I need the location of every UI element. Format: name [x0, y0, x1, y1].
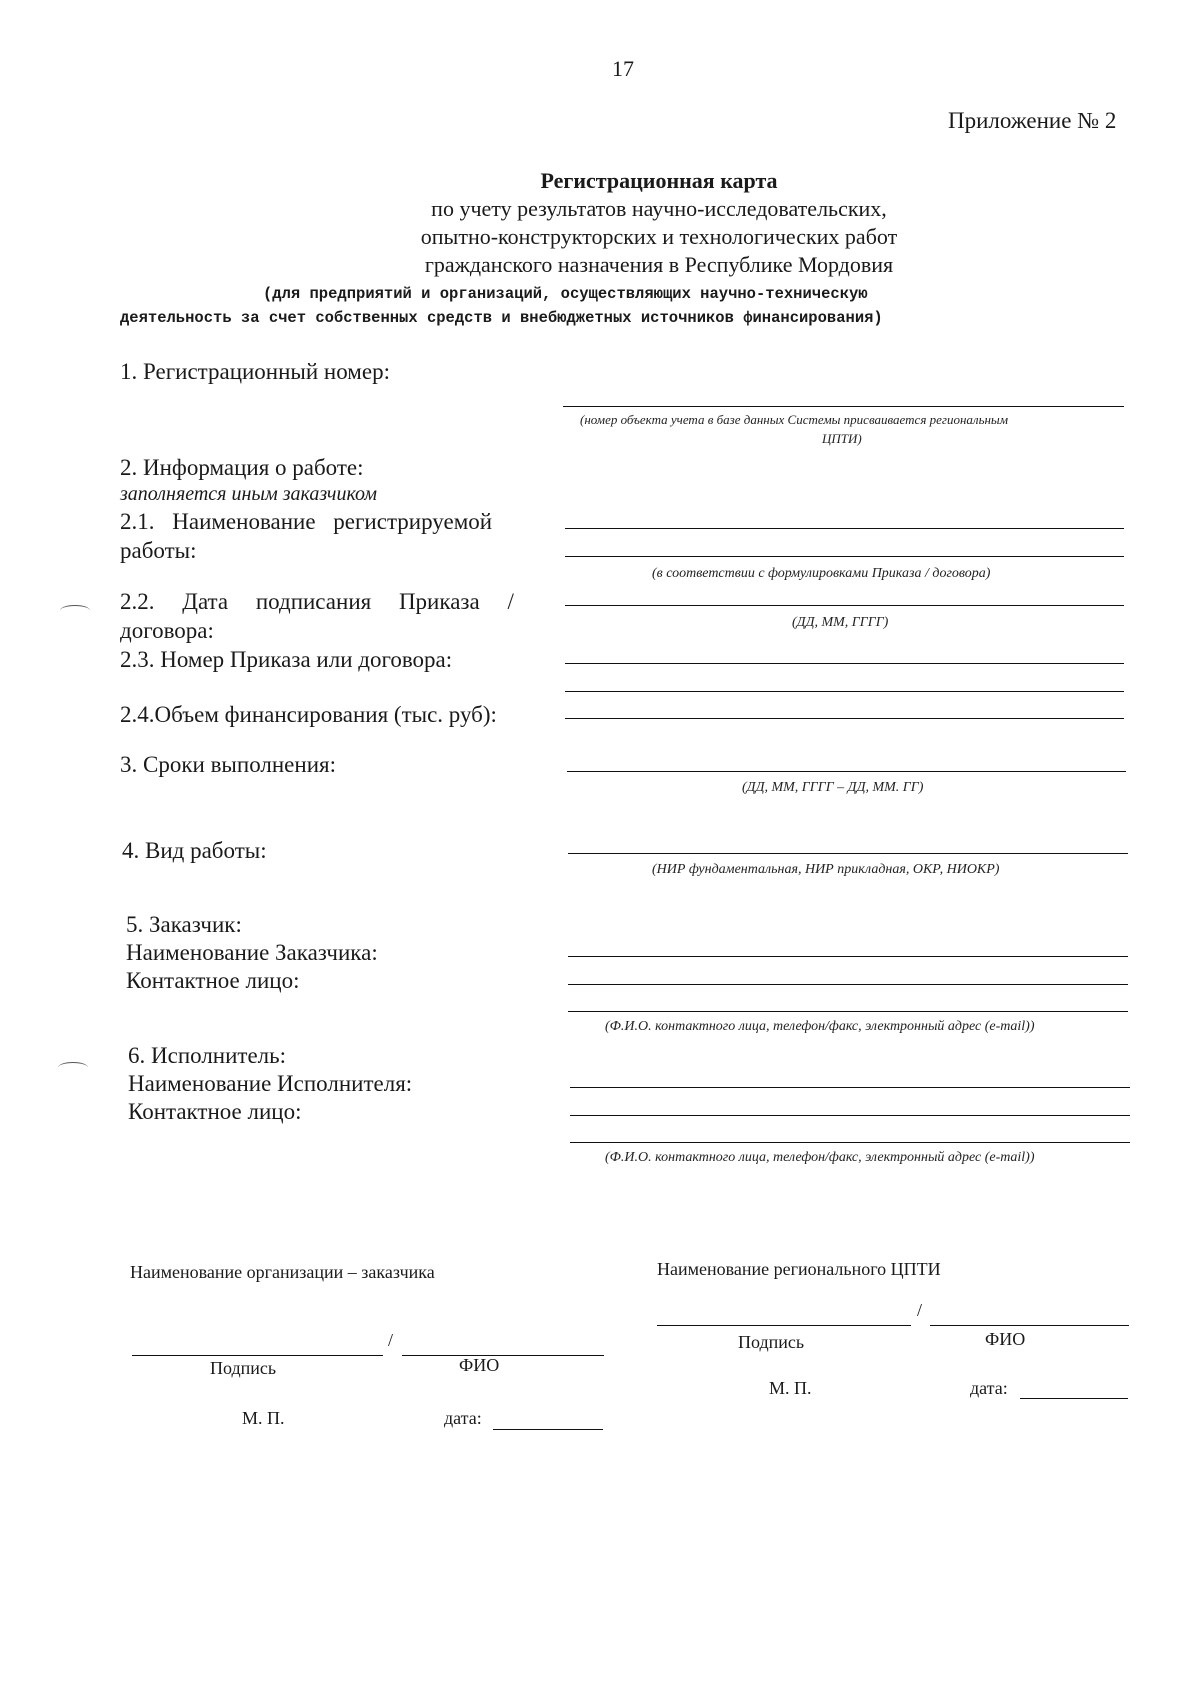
center-date-field[interactable]	[1020, 1398, 1128, 1399]
s3-field[interactable]	[567, 771, 1126, 772]
s5-contact-field-1[interactable]	[568, 984, 1128, 985]
customer-fio-field[interactable]	[402, 1355, 604, 1356]
center-signature-field[interactable]	[657, 1325, 911, 1326]
work-info-label: 2. Информация о работе:	[120, 455, 364, 480]
customer-org-title: Наименование организации – заказчика	[130, 1262, 435, 1282]
s5-name-label: Наименование Заказчика:	[126, 940, 378, 965]
reg-number-label: 1. Регистрационный номер:	[120, 359, 390, 384]
s23-field-2[interactable]	[565, 691, 1124, 692]
s6-contact-field-1[interactable]	[570, 1115, 1130, 1116]
s21-hint: (в соответствии с формулировками Приказа / договора)	[652, 566, 991, 581]
center-stamp-label: М. П.	[769, 1378, 812, 1398]
center-fio-label: ФИО	[985, 1329, 1026, 1349]
s6-name-label: Наименование Исполнителя:	[128, 1071, 413, 1096]
form-subtitle-3: гражданского назначения в Республике Мордовия	[424, 252, 894, 277]
form-note-2: деятельность за счет собственных средств и внебюджетных источников финансирования)	[120, 309, 883, 327]
center-fio-field[interactable]	[930, 1325, 1129, 1326]
s6-contact-label: Контактное лицо:	[128, 1099, 302, 1124]
s22-label-b: договора:	[120, 618, 214, 643]
customer-sign-label: Подпись	[210, 1358, 277, 1378]
customer-slash: /	[388, 1330, 394, 1350]
margin-mark	[58, 1062, 88, 1073]
s22-label-a: 2.2. Дата подписания Приказа /	[120, 589, 514, 614]
page-number: 17	[612, 56, 634, 81]
s3-label: 3. Сроки выполнения:	[120, 752, 336, 777]
s24-label: 2.4.Объем финансирования (тыс. руб):	[120, 702, 497, 727]
reg-number-hint-2: ЦПТИ)	[822, 431, 862, 446]
s6-name-field[interactable]	[570, 1087, 1130, 1088]
s6-label: 6. Исполнитель:	[128, 1043, 287, 1068]
s6-hint: (Ф.И.О. контактного лица, телефон/факс, электронный адрес (e-mail))	[605, 1150, 1035, 1165]
center-sign-label: Подпись	[738, 1332, 805, 1352]
s4-label: 4. Вид работы:	[122, 838, 267, 863]
reg-number-hint-1: (номер объекта учета в базе данных Системы присваивается региональным	[580, 412, 1009, 427]
customer-date-label: дата:	[444, 1408, 482, 1428]
s22-field[interactable]	[565, 605, 1124, 606]
s5-contact-field-2[interactable]	[568, 1011, 1128, 1012]
s5-contact-label: Контактное лицо:	[126, 968, 300, 993]
s23-label: 2.3. Номер Приказа или договора:	[120, 647, 453, 672]
center-slash: /	[917, 1300, 923, 1320]
s24-field[interactable]	[565, 718, 1124, 719]
form-title: Регистрационная карта	[540, 168, 778, 193]
customer-fio-label: ФИО	[459, 1355, 500, 1375]
s3-hint: (ДД, ММ, ГГГГ – ДД, ММ. ГГ)	[742, 780, 924, 795]
customer-stamp-label: М. П.	[242, 1408, 285, 1428]
center-title: Наименование регионального ЦПТИ	[657, 1259, 941, 1279]
form-subtitle-2: опытно-конструкторских и технологических работ	[420, 224, 898, 249]
customer-date-field[interactable]	[493, 1429, 603, 1430]
form-note-1: (для предприятий и организаций, осуществляющих научно-техническую	[263, 285, 868, 303]
s21-label-a: 2.1. Наименование регистрируемой	[120, 509, 493, 534]
s21-field-1[interactable]	[565, 528, 1124, 529]
form-subtitle-1: по учету результатов научно-исследовательских,	[431, 196, 887, 221]
s4-field[interactable]	[568, 853, 1128, 854]
reg-number-field[interactable]	[563, 406, 1124, 407]
s23-field-1[interactable]	[565, 663, 1124, 664]
s4-hint: (НИР фундаментальная, НИР прикладная, ОКР, НИОКР)	[652, 862, 1000, 877]
s21-label-b: работы:	[120, 538, 197, 563]
margin-mark	[60, 605, 90, 616]
s5-hint: (Ф.И.О. контактного лица, телефон/факс, электронный адрес (e-mail))	[605, 1019, 1035, 1034]
s21-field-2[interactable]	[565, 556, 1124, 557]
appendix-label: Приложение № 2	[948, 108, 1117, 133]
work-info-note: заполняется иным заказчиком	[120, 483, 378, 505]
s5-label: 5. Заказчик:	[126, 912, 242, 937]
s5-name-field[interactable]	[568, 956, 1128, 957]
s22-hint: (ДД, ММ, ГГГГ)	[792, 615, 889, 630]
center-date-label: дата:	[970, 1378, 1008, 1398]
s6-contact-field-2[interactable]	[570, 1142, 1130, 1143]
customer-signature-field[interactable]	[132, 1355, 383, 1356]
